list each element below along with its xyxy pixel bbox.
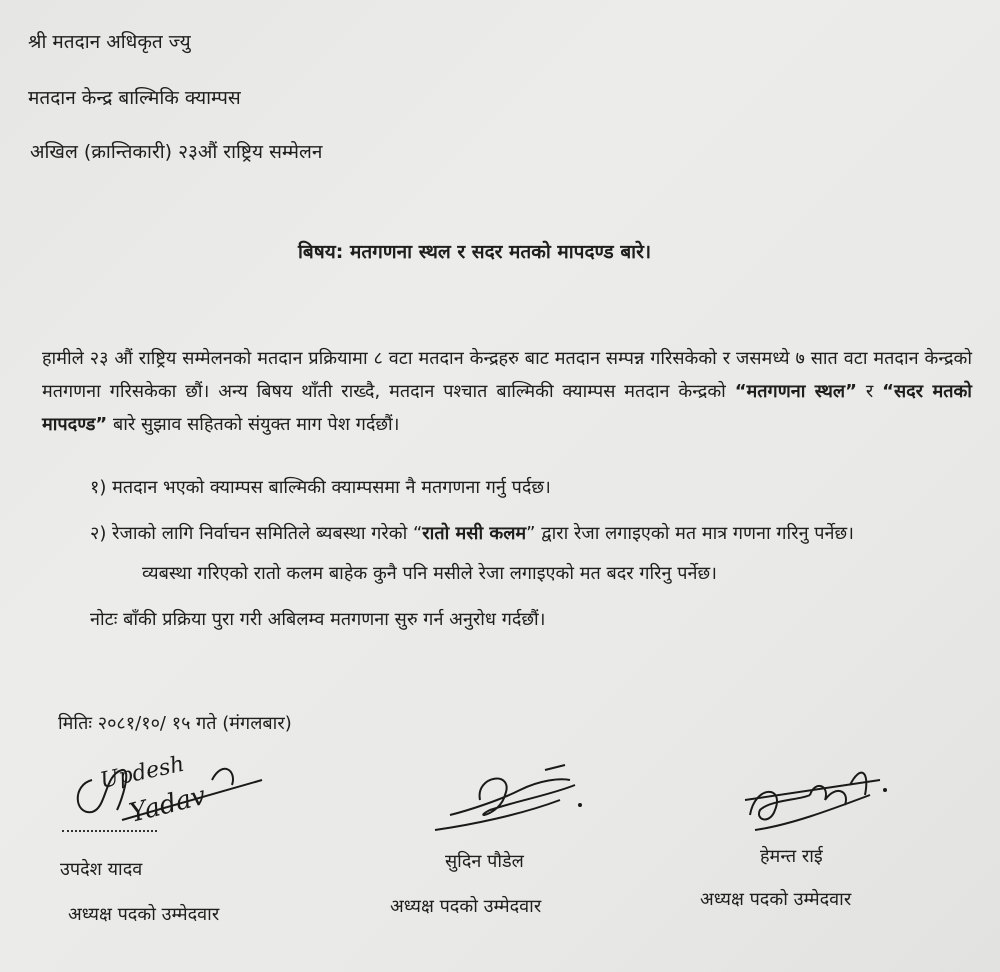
list-item-2 [90,522,854,546]
list-item-2-continuation: व्यबस्था गरिएको रातो कलम बाहेक कुनै पनि मसीले रेजा लगाइएको मत बदर गरिनु पर्नेछ। [142,563,717,584]
signature-3 [740,755,900,845]
bold-counting-place: “मतगणना स्थल” [734,381,857,402]
list-item-2-text-b: ” द्वारा रेजा लगाइएको मत मात्र गणना गरिनु पर्नेछ। [526,523,854,544]
signatory-1-role: अध्यक्ष पदको उम्मेदवार [68,904,220,925]
signature-1-lettering: Updesh [98,751,187,794]
signature-1-graphic [62,740,282,840]
signatory-1-name: उपदेश यादव [60,859,143,880]
body-text-end: बारे सुझाव सहितको संयुक्त माग पेश गर्दछौं। [107,414,400,435]
date-line: मितिः २०८१/१०/ १५ गते (मंगलबार) [58,713,292,734]
signature-1 [62,740,282,840]
signature-1-dotted-line [62,830,157,832]
signature-2-graphic [430,760,590,840]
signatory-2-role: अध्यक्ष पदको उम्मेदवार [390,896,542,917]
subject-line: बिषय: मतगणना स्थल र सदर मतको मापदण्ड बारे। [298,241,652,263]
svg-text:Yadav: Yadav [126,780,209,829]
signatory-2-name: सुदिन पौडेल [445,851,524,872]
signatory-3-role: अध्यक्ष पदको उम्मेदवार [700,889,852,910]
addressee-line-1: श्री मतदान अधिकृत ज्यु [28,31,191,53]
list-item-2-text-a: २) रेजाको लागि निर्वाचन समितिले ब्यबस्था गरेको “ [90,523,423,544]
list-item-1: १) मतदान भएको क्याम्पस बाल्मिकी क्याम्पसमा नै मतगणना गर्नु पर्दछ। [90,477,551,498]
bold-valid-vote-criteria: “सदर मतको मापदण्ड” [42,381,972,435]
addressee-line-2: मतदान केन्द्र बाल्मिकि क्याम्पस [28,87,241,109]
signature-2 [430,760,590,840]
note-line: नोटः बाँकी प्रक्रिया पुरा गरी अबिलम्व मतगणना सुरु गर्न अनुरोध गर्दछौं। [90,609,546,630]
body-paragraph [42,342,972,441]
signature-3-graphic [740,755,900,845]
signatory-3-name: हेमन्त राई [760,846,823,867]
body-text-1: हामीले २३ औं राष्ट्रिय सम्मेलनको मतदान प्रक्रियामा ८ वटा मतदान केन्द्रहरु बाट मतदान सम्पन्न गरिसकेको र जसमध्ये ७ सात वटा मतदान केन्द्रको मतगणना गरिसकेका छौं। अन्य बिषय थाँती राख्दै, मतदान पश्चात बाल्मिकी क्याम्पस मतदान केन्द्रको [42,348,972,402]
bold-red-ink-pen: रातो मसी कलम [422,523,527,544]
body-text-conj: र [856,381,883,402]
addressee-line-3: अखिल (क्रान्तिकारी) २३औं राष्ट्रिय सम्मेलन [30,141,323,163]
